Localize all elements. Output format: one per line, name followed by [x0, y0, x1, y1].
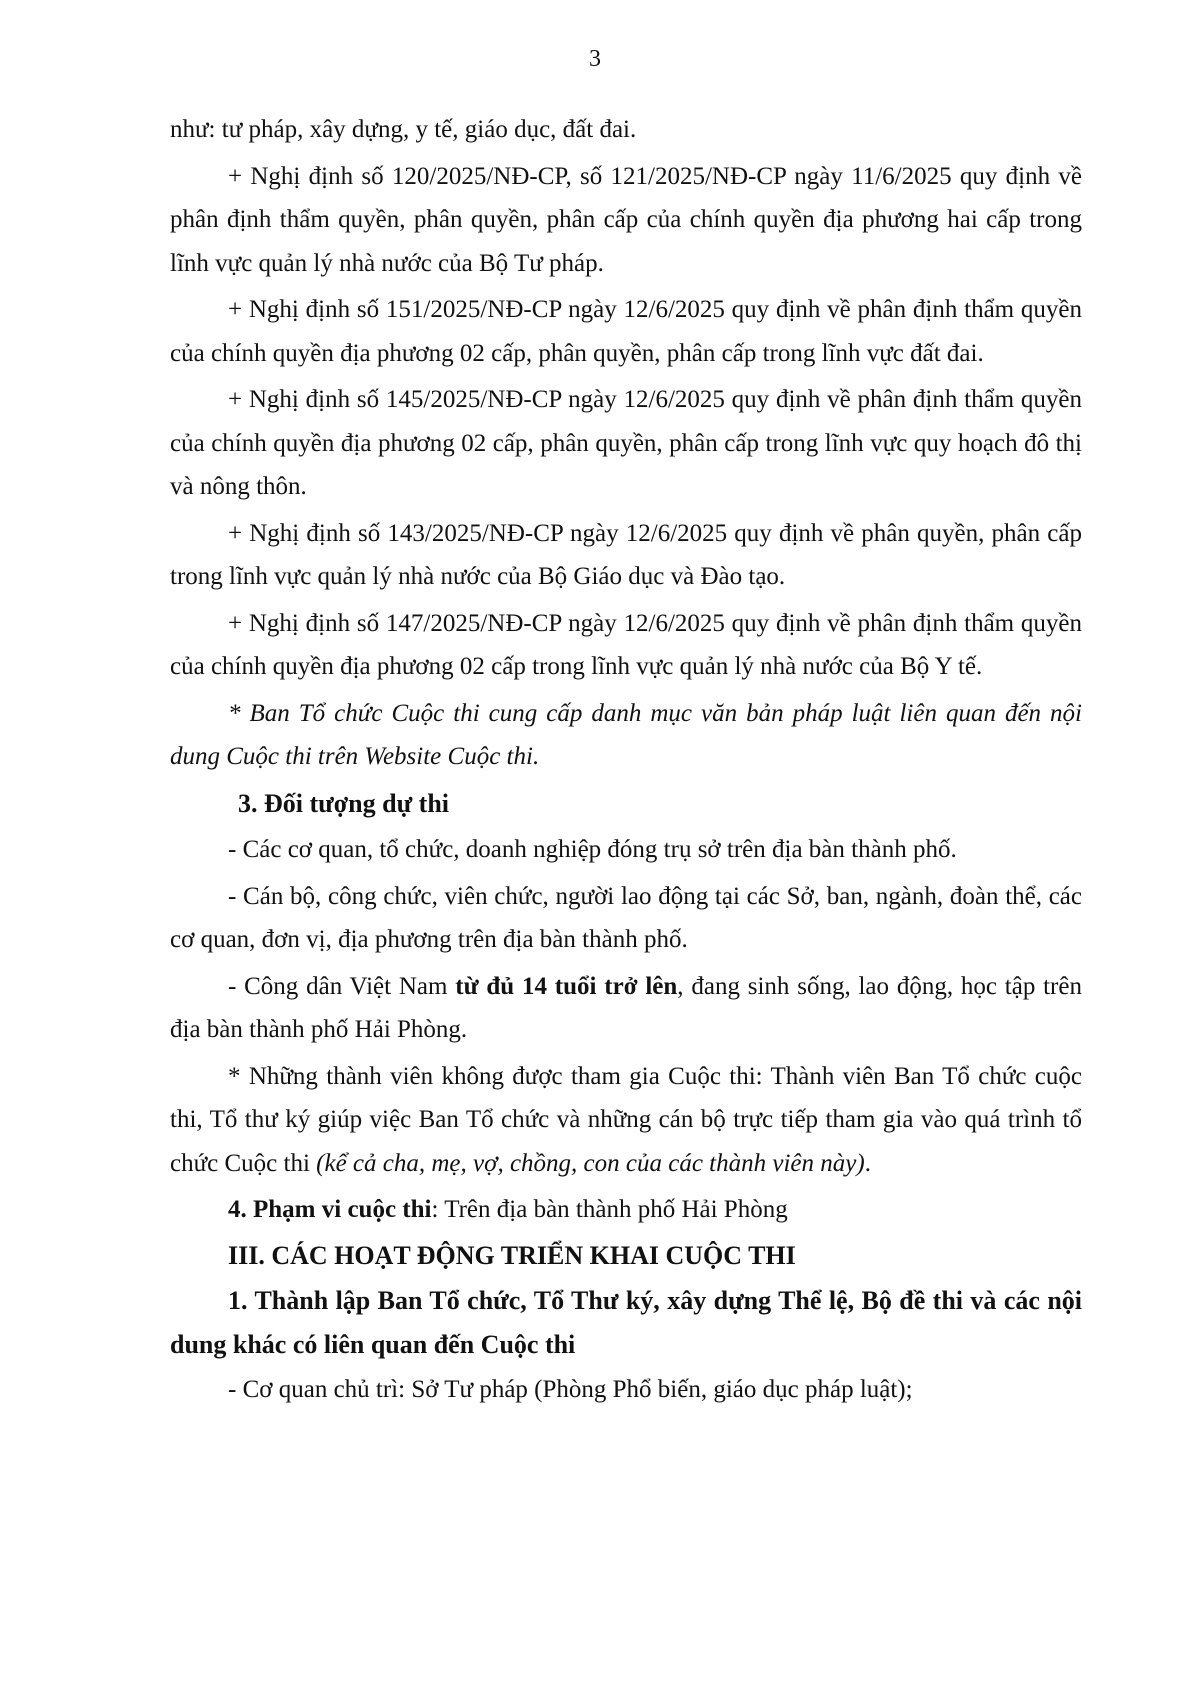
text-run: : Trên địa bàn thành phố Hải Phòng: [431, 1196, 788, 1223]
participant-item: [170, 965, 1082, 1052]
bold-text: 4. Phạm vi cuộc thi: [228, 1196, 432, 1223]
text-run: .: [864, 1149, 871, 1177]
bold-text: từ đủ 14 tuổi trở lên: [455, 972, 678, 1000]
decree-item: + Nghị định số 147/2025/NĐ-CP ngày 12/6/2025 quy định về phân định thẩm quyền của chính quyền địa phương 02 cấp trong lĩnh vực quản lý nhà nước của Bộ Y tế.: [170, 609, 1082, 680]
text-run: * Những thành viên không được tham gia Cuộc thi: Thành viên Ban Tổ chức cuộc thi, Tổ thư ký giúp việc Ban Tổ chức và những cán bộ trực tiếp tham gia vào quá trình tổ chức Cuộc thi: [170, 1062, 1082, 1177]
participant-item: - Các cơ quan, tổ chức, doanh nghiệp đóng trụ sở trên địa bàn thành phố.: [228, 836, 957, 863]
document-body: [170, 108, 1082, 1412]
scope-paragraph: [170, 1188, 1082, 1232]
decree-item: + Nghị định số 120/2025/NĐ-CP, số 121/2025/NĐ-CP ngày 11/6/2025 quy định về phân định thẩm quyền, phân quyền, phân cấp của chính quyền địa phương hai cấp trong lĩnh vực quản lý nhà nước của Bộ Tư pháp.: [170, 162, 1082, 277]
decree-item: + Nghị định số 151/2025/NĐ-CP ngày 12/6/2025 quy định về phân định thẩm quyền của chính quyền địa phương 02 cấp, phân quyền, phân cấp trong lĩnh vực đất đai.: [170, 296, 1082, 367]
exclusion-note: [170, 1055, 1082, 1186]
text-run: , đang sinh sống, lao động, học tập trên địa bàn thành phố Hải Phòng.: [170, 972, 1082, 1043]
page-number: 3: [589, 46, 601, 72]
decree-item: + Nghị định số 143/2025/NĐ-CP ngày 12/6/2025 quy định về phân quyền, phân cấp trong lĩnh vực quản lý nhà nước của Bộ Giáo dục và Đào tạo.: [170, 519, 1082, 590]
section-title: III. CÁC HOẠT ĐỘNG TRIỂN KHAI CUỘC THI: [228, 1240, 796, 1270]
paragraph: như: tư pháp, xây dựng, y tế, giáo dục, đất đai.: [170, 116, 637, 143]
italic-text: (kể cả cha, mẹ, vợ, chồng, con của các thành viên này): [316, 1149, 865, 1177]
note-paragraph: * Ban Tổ chức Cuộc thi cung cấp danh mục văn bản pháp luật liên quan đến nội dung Cuộc thi trên Website Cuộc thi.: [170, 699, 1082, 770]
section-heading: 3. Đối tượng dự thi: [238, 788, 450, 818]
text-run: - Công dân Việt Nam: [228, 972, 456, 1000]
participant-item: - Cán bộ, công chức, viên chức, người lao động tại các Sở, ban, ngành, đoàn thể, các cơ quan, đơn vị, địa phương trên địa bàn thành phố.: [170, 882, 1082, 953]
decree-item: + Nghị định số 145/2025/NĐ-CP ngày 12/6/2025 quy định về phân định thẩm quyền của chính quyền địa phương 02 cấp, phân quyền, phân cấp trong lĩnh vực quy hoạch đô thị và nông thôn.: [170, 386, 1082, 500]
subsection-heading: 1. Thành lập Ban Tổ chức, Tổ Thư ký, xây dựng Thể lệ, Bộ đề thi và các nội dung khác có liên quan đến Cuộc thi: [170, 1286, 1082, 1359]
paragraph: - Cơ quan chủ trì: Sở Tư pháp (Phòng Phổ biến, giáo dục pháp luật);: [228, 1376, 913, 1403]
